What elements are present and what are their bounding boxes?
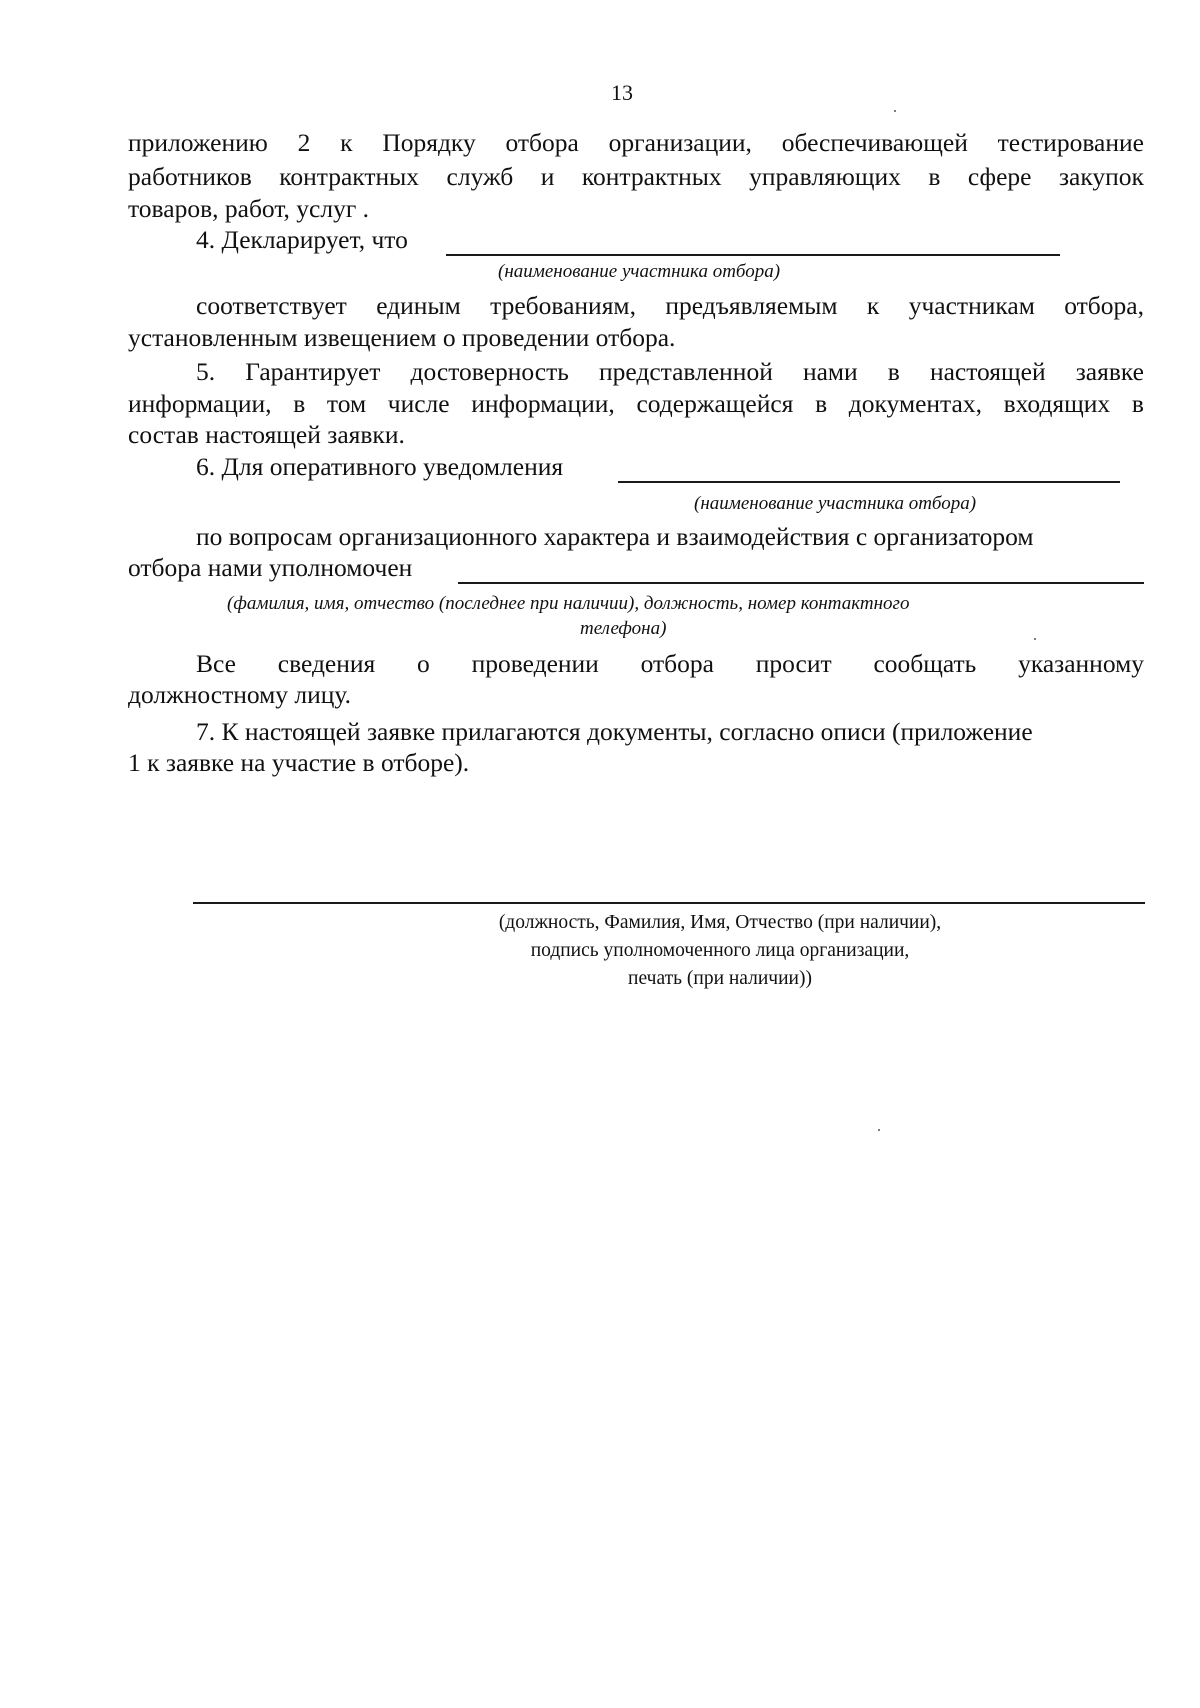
word: управляющих (749, 162, 901, 191)
item-6-line-2: отбора нами уполномочен (128, 553, 413, 582)
scan-speck (894, 110, 896, 112)
item-6-hint-2-line-2: телефона) (580, 618, 667, 639)
all-info-line-2: должностному лицу. (128, 680, 351, 709)
word: заявке (1075, 357, 1144, 386)
word: Порядку (382, 128, 476, 157)
authorized-person-blank (458, 582, 1144, 584)
word: Гарантирует (245, 357, 381, 386)
word: указанному (1018, 649, 1144, 678)
word: приложению (128, 128, 268, 157)
word: том (326, 389, 367, 418)
word: служб (446, 162, 514, 191)
word: требованиям, (490, 291, 636, 320)
word: сфере (967, 162, 1032, 191)
word: Все (196, 649, 236, 678)
word: тестирование (997, 128, 1144, 157)
word: в (1131, 389, 1144, 418)
word: 2 (297, 128, 311, 157)
word: единым (376, 291, 461, 320)
word: организации, (608, 128, 752, 157)
word: просит (755, 649, 832, 678)
signature-caption-line-2: подпись уполномоченного лица организации, (530, 940, 910, 961)
word: отбора, (1064, 291, 1144, 320)
page-number: 13 (611, 80, 633, 105)
all-info-line-1 (196, 648, 1144, 679)
signature-caption-line-1: (должность, Фамилия, Имя, Отчество (при наличии), (498, 912, 942, 933)
item-6-line-1: по вопросам организационного характера и взаимодействия с организатором (196, 522, 1034, 551)
item-6-hint-1: (наименование участника отбора) (694, 493, 977, 514)
item-7-line-2: 1 к заявке на участие в отборе). (128, 748, 470, 777)
word: в (293, 389, 306, 418)
word: закупок (1058, 162, 1144, 191)
word: числе (387, 389, 450, 418)
word: проведении (471, 649, 599, 678)
word: настоящей (929, 357, 1046, 386)
word: участникам (908, 291, 1035, 320)
word: информации, (471, 389, 615, 418)
intro-line-1 (128, 127, 1144, 158)
word: к (340, 128, 353, 157)
participant-name-blank (446, 254, 1060, 256)
item-4-hint: (наименование участника отбора) (498, 261, 781, 282)
word: соответствует (196, 291, 347, 320)
scan-speck (878, 1129, 880, 1131)
item-5-line-1 (196, 356, 1144, 387)
word: и (540, 162, 555, 191)
word: отбора (640, 649, 714, 678)
word: в (928, 162, 941, 191)
word: контрактных (581, 162, 722, 191)
item-6-lead: 6. Для оперативного уведомления (196, 452, 564, 481)
item-5-line-2 (128, 388, 1144, 419)
word: в (887, 357, 900, 386)
item-5-line-3: состав настоящей заявки. (128, 420, 405, 449)
item-4-line-2: установленным извещением о проведении отбора. (128, 323, 676, 352)
signature-caption-line-3: печать (при наличии)) (628, 968, 812, 989)
word: отбора (505, 128, 579, 157)
word: в (815, 389, 828, 418)
scan-speck (1034, 638, 1036, 640)
participant-name-blank-2 (618, 481, 1120, 483)
item-4-lead: 4. Декларирует, что (196, 225, 408, 254)
word: о (417, 649, 430, 678)
word: представленной (598, 357, 773, 386)
word: достоверность (410, 357, 569, 386)
word: сведения (277, 649, 376, 678)
word: обеспечивающей (781, 128, 968, 157)
word: информации, (128, 389, 272, 418)
word: к (866, 291, 880, 320)
word: сообщать (873, 649, 977, 678)
word: предъявляемым (665, 291, 838, 320)
word: 5. (196, 357, 216, 386)
intro-line-2 (128, 161, 1144, 192)
item-6-hint-2-line-1: (фамилия, имя, отчество (последнее при наличии), должность, номер контактного (227, 593, 910, 614)
word: работников (128, 162, 252, 191)
word: документах, (848, 389, 982, 418)
word: контрактных (279, 162, 420, 191)
item-7-line-1: 7. К настоящей заявке прилагаются документы, согласно описи (приложение (196, 717, 1033, 746)
word: содержащейся (636, 389, 794, 418)
word: нами (802, 357, 858, 386)
intro-line-3: товаров, работ, услуг . (128, 194, 370, 223)
item-4-line-1 (196, 290, 1144, 321)
word: входящих (1003, 389, 1111, 418)
signature-line (193, 902, 1145, 904)
